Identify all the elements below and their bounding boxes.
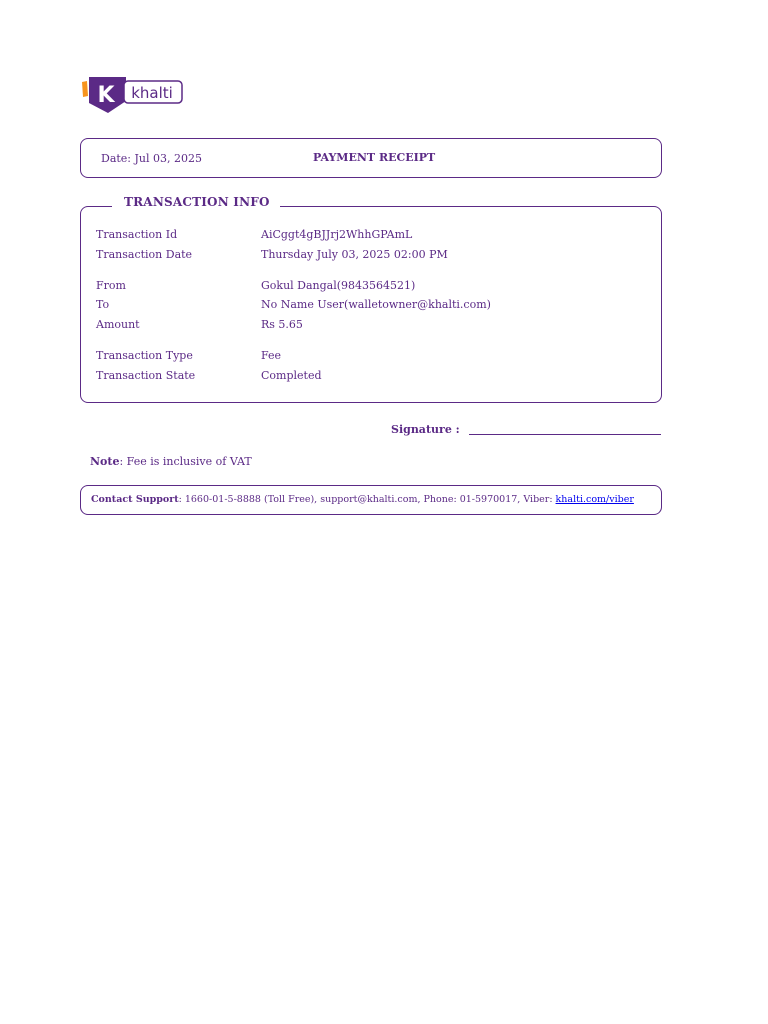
logo-letter: K [97, 83, 115, 108]
signature-line [469, 434, 661, 435]
transaction-id-value: AiCggt4gBJJrj2WhhGPAmL [261, 228, 413, 241]
transaction-info-heading: TRANSACTION INFO [112, 195, 280, 209]
transaction-date-label: Transaction Date [96, 248, 193, 261]
note-text: : Fee is inclusive of VAT [119, 455, 252, 468]
contact-support-label: Contact Support [91, 494, 179, 505]
amount-label: Amount [96, 318, 140, 331]
contact-support-text: : 1660-01-5-8888 (Toll Free), support@khalti.com, Phone: 01-5970017, Viber: [178, 494, 556, 505]
contact-support-panel [80, 485, 662, 515]
contact-support [91, 494, 634, 505]
transaction-date-value: Thursday July 03, 2025 02:00 PM [261, 248, 448, 261]
transaction-state-label: Transaction State [96, 369, 196, 382]
note [90, 455, 252, 468]
logo-wordmark: khalti [131, 84, 173, 102]
transaction-id-label: Transaction Id [96, 228, 178, 241]
from-label: From [96, 279, 126, 292]
from-value: Gokul Dangal(9843564521) [261, 279, 416, 292]
amount-value: Rs 5.65 [261, 318, 303, 331]
transaction-info-panel [80, 206, 662, 403]
note-label: Note [90, 455, 120, 468]
to-value: No Name User(walletowner@khalti.com) [261, 298, 491, 311]
transaction-type-value: Fee [261, 349, 282, 362]
receipt-header [80, 138, 662, 178]
receipt-date: Date: Jul 03, 2025 [101, 152, 203, 165]
signature-label: Signature : [391, 423, 460, 436]
transaction-state-value: Completed [261, 369, 322, 382]
receipt-title: PAYMENT RECEIPT [313, 151, 436, 164]
transaction-type-label: Transaction Type [96, 349, 193, 362]
viber-link[interactable]: khalti.com/viber [555, 494, 634, 505]
to-label: To [96, 298, 110, 311]
khalti-logo-mark [80, 76, 190, 116]
khalti-logo [80, 76, 190, 116]
